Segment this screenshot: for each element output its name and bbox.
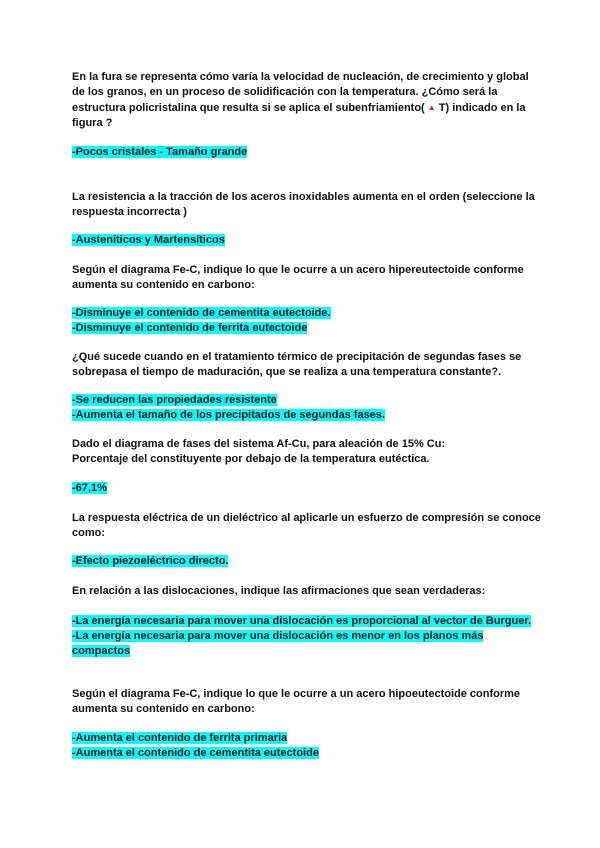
answer-2-1: -Austeníticos y Martensíticos	[72, 234, 225, 246]
answer-1	[72, 145, 247, 160]
answer-8	[72, 731, 319, 761]
answer-1-1: -Pocos cristales - Tamaño grande	[72, 146, 248, 158]
question-4: ¿Qué sucede cuando en el tratamiento térmico de precipitación de segundas fases se sobrepasa el tiempo de maduración, que se realiza a una temperatura constante?.	[72, 351, 522, 378]
question-3: Según el diagrama Fe-C, indique lo que le ocurre a un acero hipereutectoide conforme aumenta su contenido en carbono:	[72, 264, 524, 291]
answer-8-2: -Aumenta el contenido de cementita eutectoide	[72, 747, 319, 759]
question-1-text-a: En la fura se representa cómo varía la velocidad de nucleación, de crecimiento y global de los granos, en un proceso de solidificación con la temperatura. ¿Cómo será la estructura policristalina que resulta si se aplica el subenfriamiento(	[72, 71, 529, 114]
answer-7-2: -La energía necesaria para mover una dislocación es menor en los planos más compactos	[72, 630, 484, 657]
answer-3-1: -Disminuye el contenido de cementita eutectoide.	[72, 307, 331, 319]
answer-6	[72, 554, 228, 569]
answer-7	[72, 614, 542, 659]
delta-triangle-icon: ▲	[427, 103, 436, 112]
question-5	[72, 437, 445, 467]
answer-3	[72, 306, 331, 336]
answer-5	[72, 481, 107, 496]
answer-4	[72, 393, 385, 423]
question-5-line-2: Porcentaje del constituyente por debajo de la temperatura eutéctica.	[72, 453, 430, 465]
answer-8-1: -Aumenta el contenido de ferrita primaria	[72, 732, 288, 744]
answer-3-2: -Disminuye el contenido de ferrita eutectoide	[72, 322, 308, 334]
question-5-line-1: Dado el diagrama de fases del sistema Af-Cu, para aleación de 15% Cu:	[72, 438, 446, 450]
question-6: La respuesta eléctrica de un dieléctrico al aplicarle un esfuerzo de compresión se conoce como:	[72, 512, 541, 539]
answer-5-1: -67,1%	[72, 482, 107, 494]
answer-6-1: -Efecto piezoeléctrico directo.	[72, 555, 229, 567]
question-1-text-b: T) indicado en la figura ?	[72, 102, 526, 129]
question-7: En relación a las dislocaciones, indique las afirmaciones que sean verdaderas:	[72, 585, 486, 597]
answer-2	[72, 233, 225, 248]
answer-4-1: -Se reducen las propiedades resistente	[72, 394, 277, 406]
answer-4-2: -Aumenta el tamaño de los precipitados de segundas fases.	[72, 409, 385, 421]
question-8: Según el diagrama Fe-C, indique lo que le ocurre a un acero hipoeutectoide conforme aumenta su contenido en carbono:	[72, 688, 521, 715]
question-1	[72, 70, 542, 131]
question-2: La resistencia a la tracción de los aceros inoxidables aumenta en el orden (seleccione la respuesta incorrecta )	[72, 191, 535, 218]
answer-7-1: -La energía necesaria para mover una dislocación es proporcional al vector de Burguer.	[72, 615, 532, 627]
